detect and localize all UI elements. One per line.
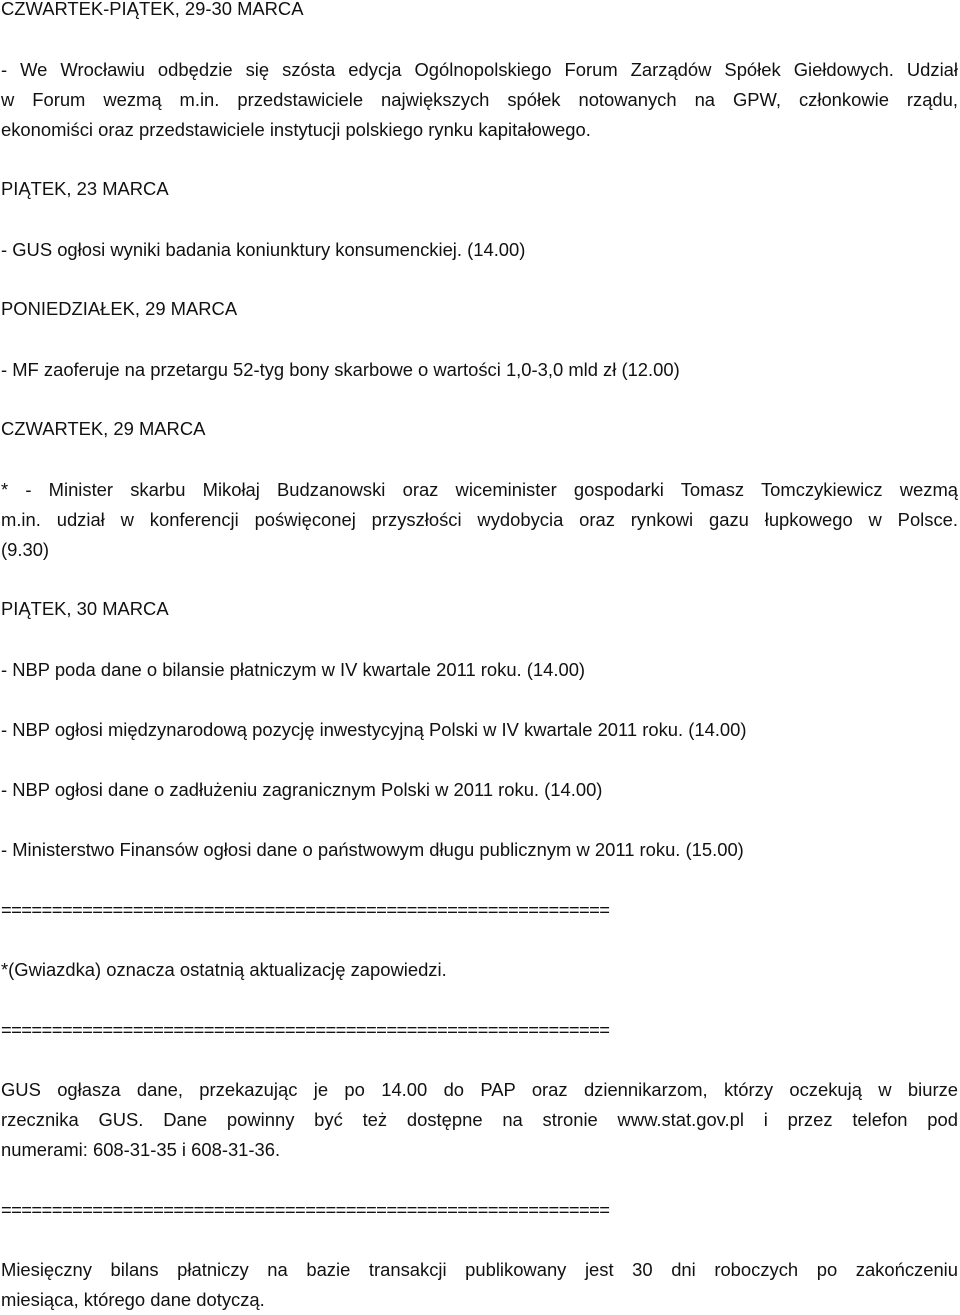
paragraph-line: - MF zaoferuje na przetargu 52-tyg bony skarbowe o wartości 1,0-3,0 mld zł (12.00) — [1, 359, 680, 380]
section-heading: PONIEDZIAŁEK, 29 MARCA — [1, 298, 238, 319]
paragraph-line: - GUS ogłosi wyniki badania koniunktury konsumenckiej. (14.00) — [1, 239, 526, 260]
paragraph-line: numerami: 608-31-35 i 608-31-36. — [1, 1139, 281, 1160]
paragraph-line: GUS ogłasza dane, przekazując je po 14.00 do PAP oraz dziennikarzom, którzy oczekują w biurze — [1, 1079, 958, 1100]
paragraph-line: - NBP ogłosi międzynarodową pozycję inwestycyjną Polski w IV kwartale 2011 roku. (14.00) — [1, 719, 747, 740]
section-heading: CZWARTEK-PIĄTEK, 29-30 MARCA — [1, 0, 304, 19]
paragraph-line: rzecznika GUS. Dane powinny być też dostępne na stronie www.stat.gov.pl i przez telefon pod — [1, 1109, 958, 1130]
separator-line: ============================================================ — [1, 1019, 610, 1040]
paragraph-line: - NBP ogłosi dane o zadłużeniu zagranicznym Polski w 2011 roku. (14.00) — [1, 779, 603, 800]
paragraph-line: (9.30) — [1, 539, 50, 560]
section-heading: PIĄTEK, 30 MARCA — [1, 598, 169, 619]
paragraph-line: * - Minister skarbu Mikołaj Budzanowski oraz wiceminister gospodarki Tomasz Tomczykiewicz wezmą — [1, 479, 958, 500]
separator-line: ============================================================ — [1, 899, 610, 920]
paragraph-line: w Forum wezmą m.in. przedstawiciele największych spółek notowanych na GPW, członkowie rządu, — [1, 89, 958, 110]
separator-line: ============================================================ — [1, 1199, 610, 1220]
section-heading: PIĄTEK, 23 MARCA — [1, 178, 169, 199]
paragraph-line: - NBP poda dane o bilansie płatniczym w IV kwartale 2011 roku. (14.00) — [1, 659, 586, 680]
paragraph-line: ekonomiści oraz przedstawiciele instytucji polskiego rynku kapitałowego. — [1, 119, 591, 140]
paragraph-line: - Ministerstwo Finansów ogłosi dane o państwowym długu publicznym w 2011 roku. (15.00) — [1, 839, 744, 860]
section-heading: CZWARTEK, 29 MARCA — [1, 418, 206, 439]
paragraph-line: - We Wrocławiu odbędzie się szósta edycja Ogólnopolskiego Forum Zarządów Spółek Giełdowych. Udział — [1, 59, 958, 80]
paragraph-line: miesiąca, którego dane dotyczą. — [1, 1289, 265, 1310]
paragraph-line: Miesięczny bilans płatniczy na bazie transakcji publikowany jest 30 dni roboczych po zakończeniu — [1, 1259, 958, 1280]
footnote-line: *(Gwiazdka) oznacza ostatnią aktualizację zapowiedzi. — [1, 959, 447, 980]
paragraph-line: m.in. udział w konferencji poświęconej przyszłości wydobycia oraz rynkowi gazu łupkowego w Polsce. — [1, 509, 958, 530]
